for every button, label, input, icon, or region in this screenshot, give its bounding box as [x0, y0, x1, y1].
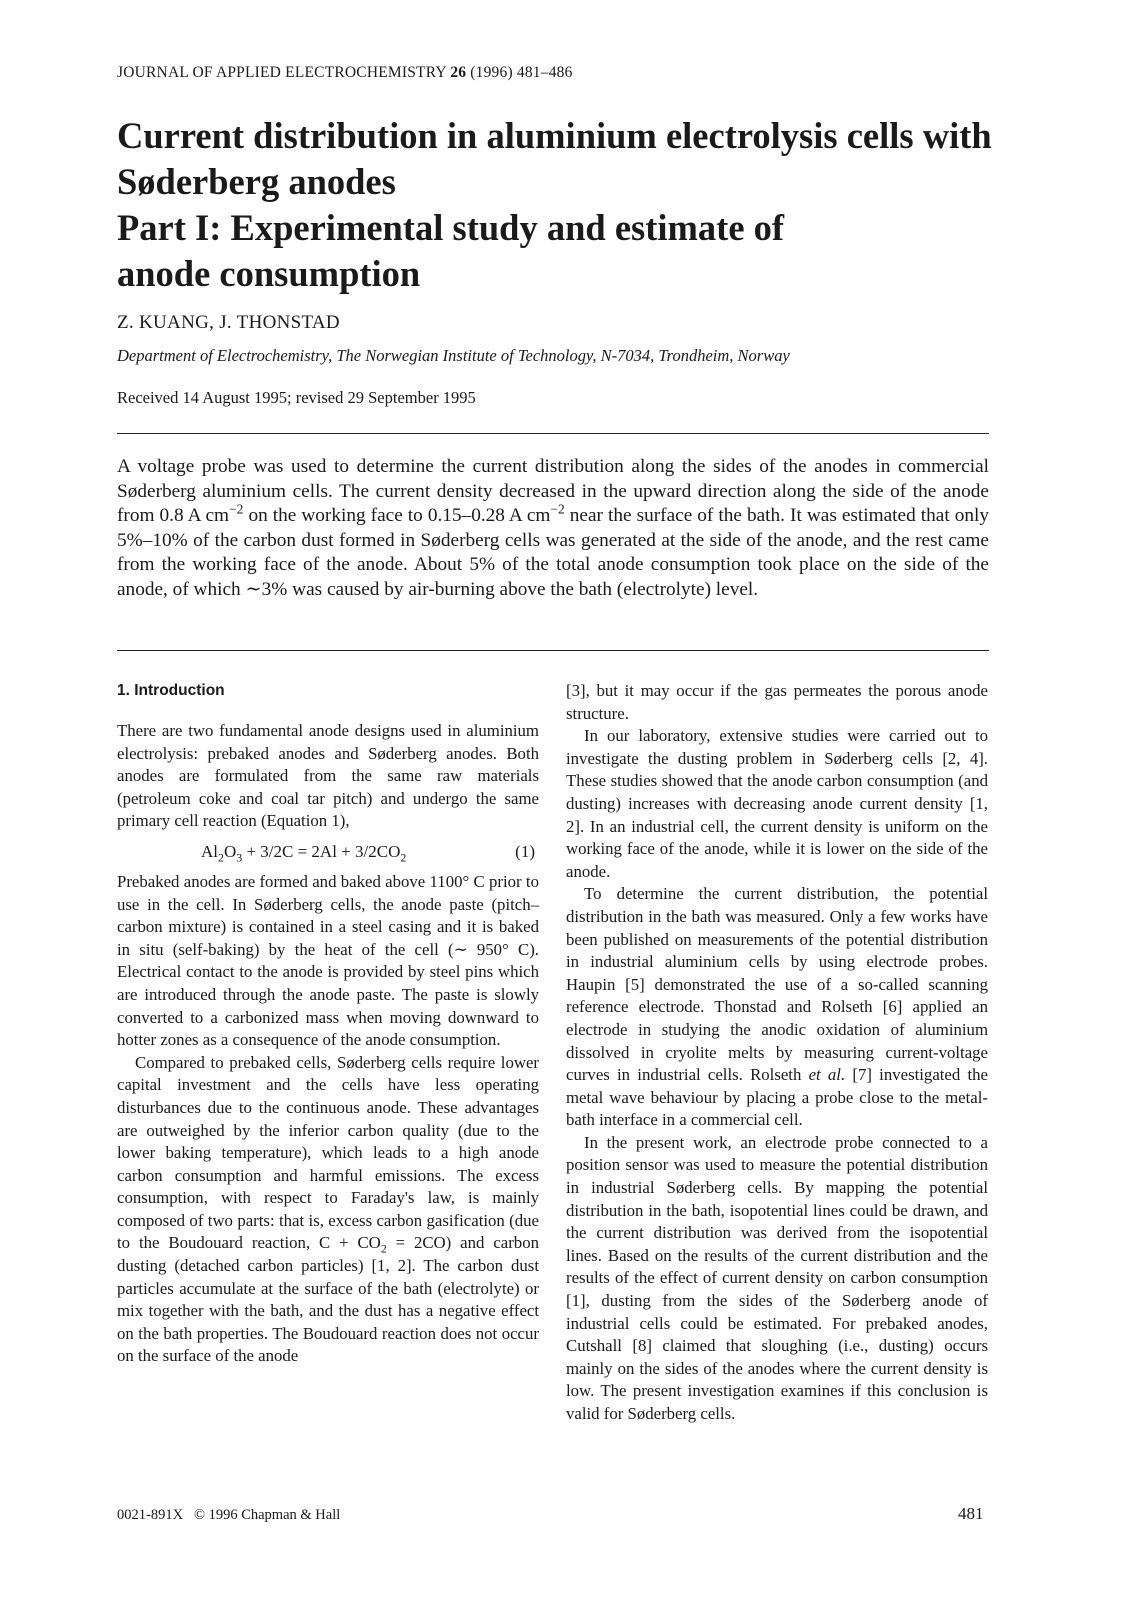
- top-divider: [117, 433, 989, 434]
- journal-year-pages: (1996) 481–486: [470, 64, 573, 81]
- received-dates: Received 14 August 1995; revised 29 September 1995: [117, 388, 476, 407]
- page-number: 481: [958, 1504, 984, 1523]
- journal-volume: 26: [450, 64, 467, 81]
- paragraph: In the present work, an electrode probe connected to a position sensor was used to measure the potential distribution in industrial Søderberg cells. By mapping the potential distribution in the bath, isopotential lines could be drawn, and the current distribution was derived from the isopotential lines. Based on the results of the current distribution and the results of the effect of current density on carbon consumption [1], dusting from the sides of the Søderberg anode of industrial cells could be estimated. For prebaked anodes, Cutshall [8] claimed that sloughing (i.e., dusting) occurs mainly on the sides of the anodes where the current density is low. The present investigation examines if this conclusion is valid for Søderberg cells.: [566, 1132, 988, 1423]
- title-line-1: Current distribution in aluminium electrolysis cells with: [117, 115, 992, 156]
- equation-number: (1): [515, 841, 535, 861]
- abstract-divider: [117, 650, 989, 651]
- left-column: [117, 680, 539, 1368]
- right-column: [566, 680, 988, 1426]
- section-heading: 1. Introduction: [117, 682, 225, 699]
- title-line-3: Part I: Experimental study and estimate of: [117, 207, 785, 248]
- footer-issn-copyright: 0021-891X © 1996 Chapman & Hall: [117, 1507, 341, 1523]
- abstract: A voltage probe was used to determine the current distribution along the sides of the anodes in commercial Søderberg aluminium cells. The current density decreased in the upward direction along the side of the anode from 0.8 A $cm^{-2}$ on the working face to 0.15–0.28 A $cm^{-2}$ near the surface of the bath. It was estimated that only 5%–10% of the carbon dust formed in Søderberg cells was generated at the side of the anode, and the rest came from the working face of the anode. About 5% of the total anode consumption took place on the side of the anode, of which ∼3% was caused by air-burning above the bath (electrolyte) level.: [117, 456, 989, 600]
- paragraph: There are two fundamental anode designs used in aluminium electrolysis: prebaked anodes and Søderberg anodes. Both anodes are formulated from the same raw materials (petroleum coke and coal tar pitch) and undergo the same primary cell reaction (Equation 1),: [117, 721, 539, 831]
- paragraph: In our laboratory, extensive studies were carried out to investigate the dusting problem in Søderberg cells [2, 4]. These studies showed that the anode carbon consumption (and dusting) increases with decreasing anode current density [1, 2]. In an industrial cell, the current density is uniform on the working face of the anode, while it is lower on the side of the anode.: [566, 726, 988, 881]
- paragraph: Compared to prebaked cells, Søderberg cells require lower capital investment and the cells have less operating disturbances due to the continuous anode. These advantages are outweighed by the inferior carbon quality (due to the lower baking temperature), which leads to a high anode carbon consumption and harmful emissions. The excess consumption, with respect to Faraday's law, is mainly composed of two parts: that is, excess carbon gasification (due to the Boudouard reaction, $C + CO_2 = 2CO$) and carbon dusting (detached carbon particles) [1, 2]. The carbon dust particles accumulate at the surface of the bath (electrolyte) or mix together with the bath, and the dust has a negative effect on the bath properties. The Boudouard reaction does not occur on the surface of the anode: [117, 1052, 539, 1366]
- journal-header: [117, 64, 573, 82]
- paper-title: [117, 113, 1017, 297]
- authors: Z. KUANG, J. THONSTAD: [117, 312, 340, 333]
- paragraph: To determine the current distribution, the potential distribution in the bath was measured. Only a few works have been published on measurements of the potential distribution in industrial aluminium cells by using electrode probes. Haupin [5] demonstrated the use of a so-called scanning reference electrode. Thonstad and Rolseth [6] applied an electrode in studying the anodic oxidation of aluminium dissolved in cryolite melts by measuring current-voltage curves in industrial cells. Rolseth et al. [7] investigated the metal wave behaviour by placing a probe close to the metal-bath interface in a commercial cell.: [566, 884, 988, 1130]
- equation-1: [117, 833, 539, 871]
- equation-formula: $Al_2O_3 + 3/2C = 2Al + 3/2CO_2$: [201, 841, 407, 865]
- affiliation: Department of Electrochemistry, The Norwegian Institute of Technology, N-7034, Trondheim, Norway: [117, 346, 790, 365]
- journal-name: JOURNAL OF APPLIED ELECTROCHEMISTRY: [117, 64, 447, 81]
- title-line-4: anode consumption: [117, 253, 421, 294]
- paragraph: [3], but it may occur if the gas permeates the porous anode structure.: [566, 681, 988, 723]
- paragraph: Prebaked anodes are formed and baked above 1100° C prior to use in the cell. In Søderberg cells, the anode paste (pitch–carbon mixture) is contained in a steel casing and it is baked in situ (self-baking) by the heat of the cell (∼ 950° C). Electrical contact to the anode is provided by steel pins which are introduced through the anode paste. The paste is slowly converted to a carbonized mass when moving downward to hotter zones as a consequence of the anode consumption.: [117, 871, 539, 1050]
- title-line-2: Søderberg anodes: [117, 161, 396, 202]
